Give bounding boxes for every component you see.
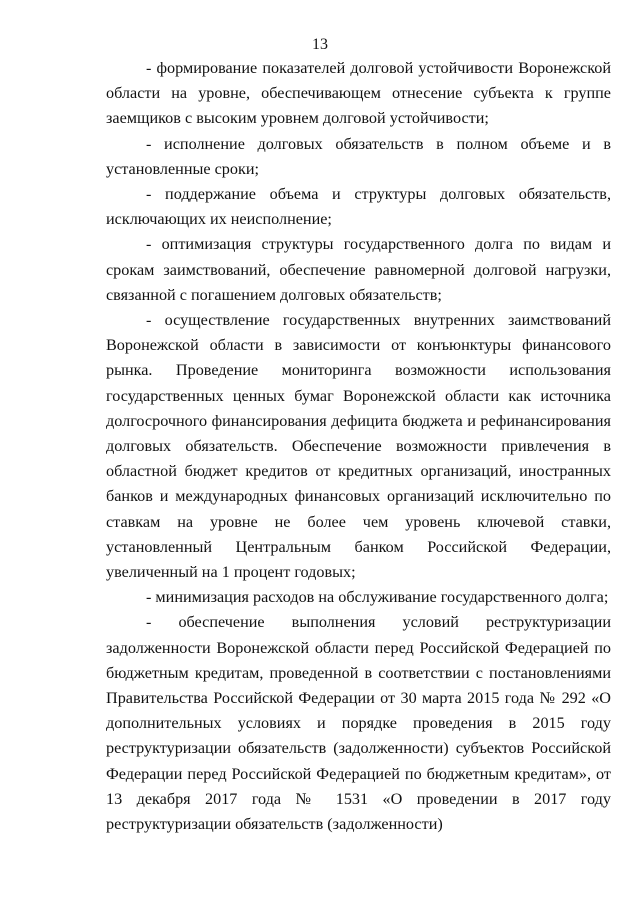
paragraph-volume-structure: - поддержание объема и структуры долговых обязательств, исключающих их неисполнение; <box>106 185 611 229</box>
paragraph-debt-optimization: - оптимизация структуры государственного долга по видам и срокам заимствований, обеспечение равномерной долговой нагрузки, связанной с погашением долговых обязательств; <box>106 235 611 304</box>
page-number: 13 <box>312 36 328 53</box>
paragraph-debt-sustainability: - формирование показателей долговой устойчивости Воронежской области на уровне, обеспечивающем отнесение субъекта к группе заемщиков с высоким уровнем долговой устойчивости; <box>106 59 611 128</box>
paragraph-internal-borrowings: - осуществление государственных внутренних заимствований Воронежской области в зависимости от конъюнктуры финансового рынка. Проведение мониторинга возможности использования государственных ценных бумаг Воронежской области как источника долгосрочного финансирования дефицита бюджета и рефинансирования долговых обязательств. Обеспечение возможности привлечения в областной бюджет кредитов от кредитных организаций, иностранных банков и международных финансовых организаций исключительно по ставкам на уровне не более чем уровень ключевой ставки, установленный Центральным банком Российской Федерации, увеличенный на 1 процент годовых; <box>106 311 611 582</box>
paragraph-servicing-costs: - минимизация расходов на обслуживание государственного долга; <box>146 588 609 607</box>
paragraph-restructuring-conditions: - обеспечение выполнения условий реструктуризации задолженности Воронежской области перед Российской Федерацией по бюджетным кредитам, проведенной в соответствии с постановлениями Правительства Российской Федерации от 30 марта 2015 года № 292 «О дополнительных условиях и порядке проведения в 2015 году реструктуризации обязательств (задолженности) субъектов Российской Федерации перед Российской Федерацией по бюджетным кредитам», от 13 декабря 2017 года № 1531 «О проведении в 2017 году реструктуризации обязательств (задолженности) <box>106 613 611 834</box>
document-body <box>106 56 611 837</box>
paragraph-obligations-fulfilment: - исполнение долговых обязательств в полном объеме и в установленные сроки; <box>106 134 611 178</box>
